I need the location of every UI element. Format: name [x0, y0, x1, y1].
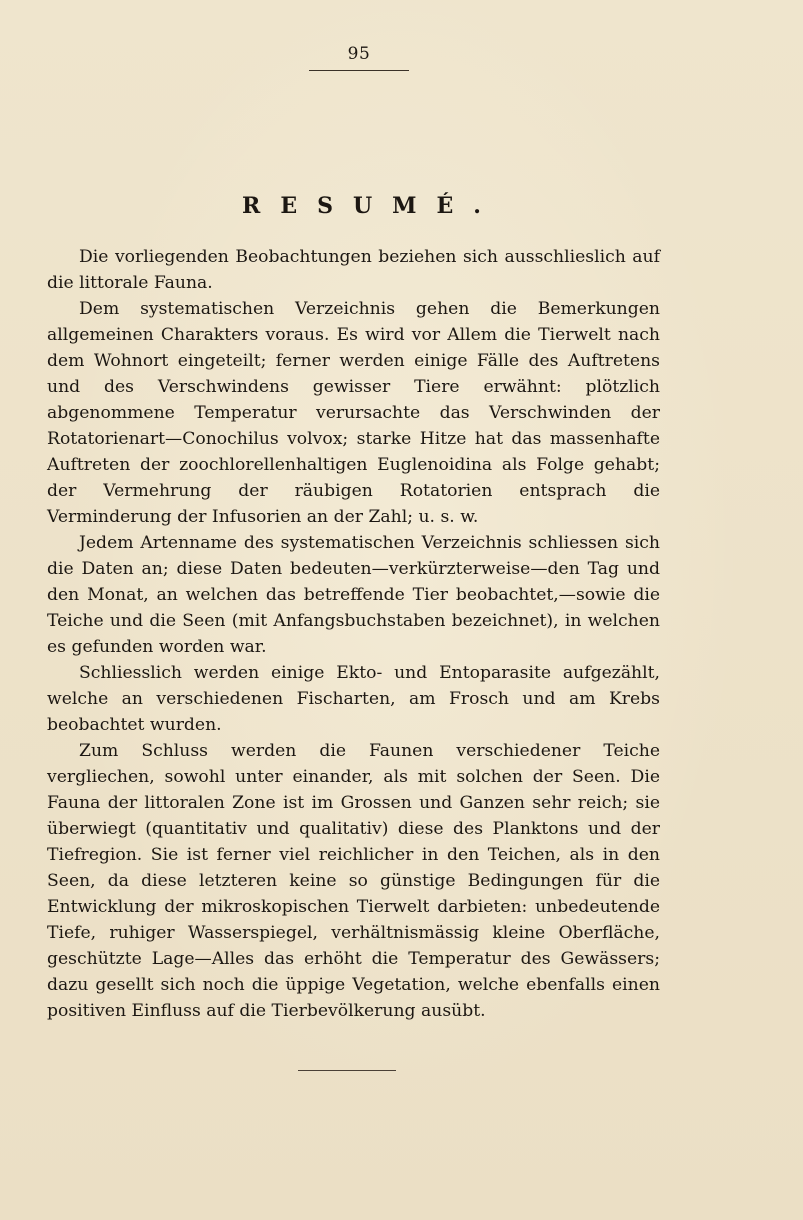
paragraph-2: Dem systematischen Verzeichnis gehen die Bemerkungen allgemeinen Charakters voraus. Es wird vor Allem die Tierwelt nach dem Wohnort eingeteilt; ferner werden einige Fälle des Auftretens und des Verschwindens gewisser Tiere erwähnt: plötzlich abgenommene Temperatur verursachte das Verschwinden der Rotatorienart—Conochilus volvox; starke Hitze hat das massenhafte Auftreten der zoochlorellenhaltigen Euglenoidina als Folge gehabt; der Vermehrung der räubigen Rotatorien entsprach die Verminderung der Infusorien an der Zahl; u. s. w. [47, 299, 660, 527]
section-heading: RESUMÉ. [242, 193, 501, 219]
body-text [47, 244, 660, 1024]
page-number: 95 [347, 44, 371, 64]
paragraph-3: Jedem Artenname des systematischen Verzeichnis schliessen sich die Daten an; diese Daten bedeuten—verkürzterweise—den Tag und den Monat, an welchen das betreffende Tier beobachtet,—sowie die Teiche und die Seen (mit Anfangsbuchstaben bezeichnet), in welchen es gefunden worden war. [47, 533, 660, 657]
page-number-rule [309, 70, 409, 71]
paragraph-5: Zum Schluss werden die Faunen verschiedener Teiche vergliechen, sowohl unter einander, als mit solchen der Seen. Die Fauna der littoralen Zone ist im Grossen und Ganzen sehr reich; sie überwiegt (quantitativ und qualitativ) diese des Planktons und der Tiefregion. Sie ist ferner viel reichlicher in den Teichen, als in den Seen, da diese letzteren keine so günstige Bedingungen für die Entwicklung der mikroskopischen Tierwelt darbieten: unbedeutende Tiefe, ruhiger Wasserspiegel, verhältnismässig kleine Oberfläche, geschützte Lage—Alles das erhöht die Temperatur des Gewässers; dazu gesellt sich noch die üppige Vegetation, welche ebenfalls einen positiven Einfluss auf die Tierbevölkerung ausübt. [47, 741, 660, 1021]
paragraph-4: Schliesslich werden einige Ekto- und Entoparasite aufgezählt, welche an verschiedenen Fischarten, am Frosch und am Krebs beobachtet wurden. [47, 663, 660, 735]
closing-rule [298, 1070, 396, 1071]
paragraph-1: Die vorliegenden Beobachtungen beziehen sich ausschlieslich auf die littorale Fauna. [47, 247, 660, 293]
